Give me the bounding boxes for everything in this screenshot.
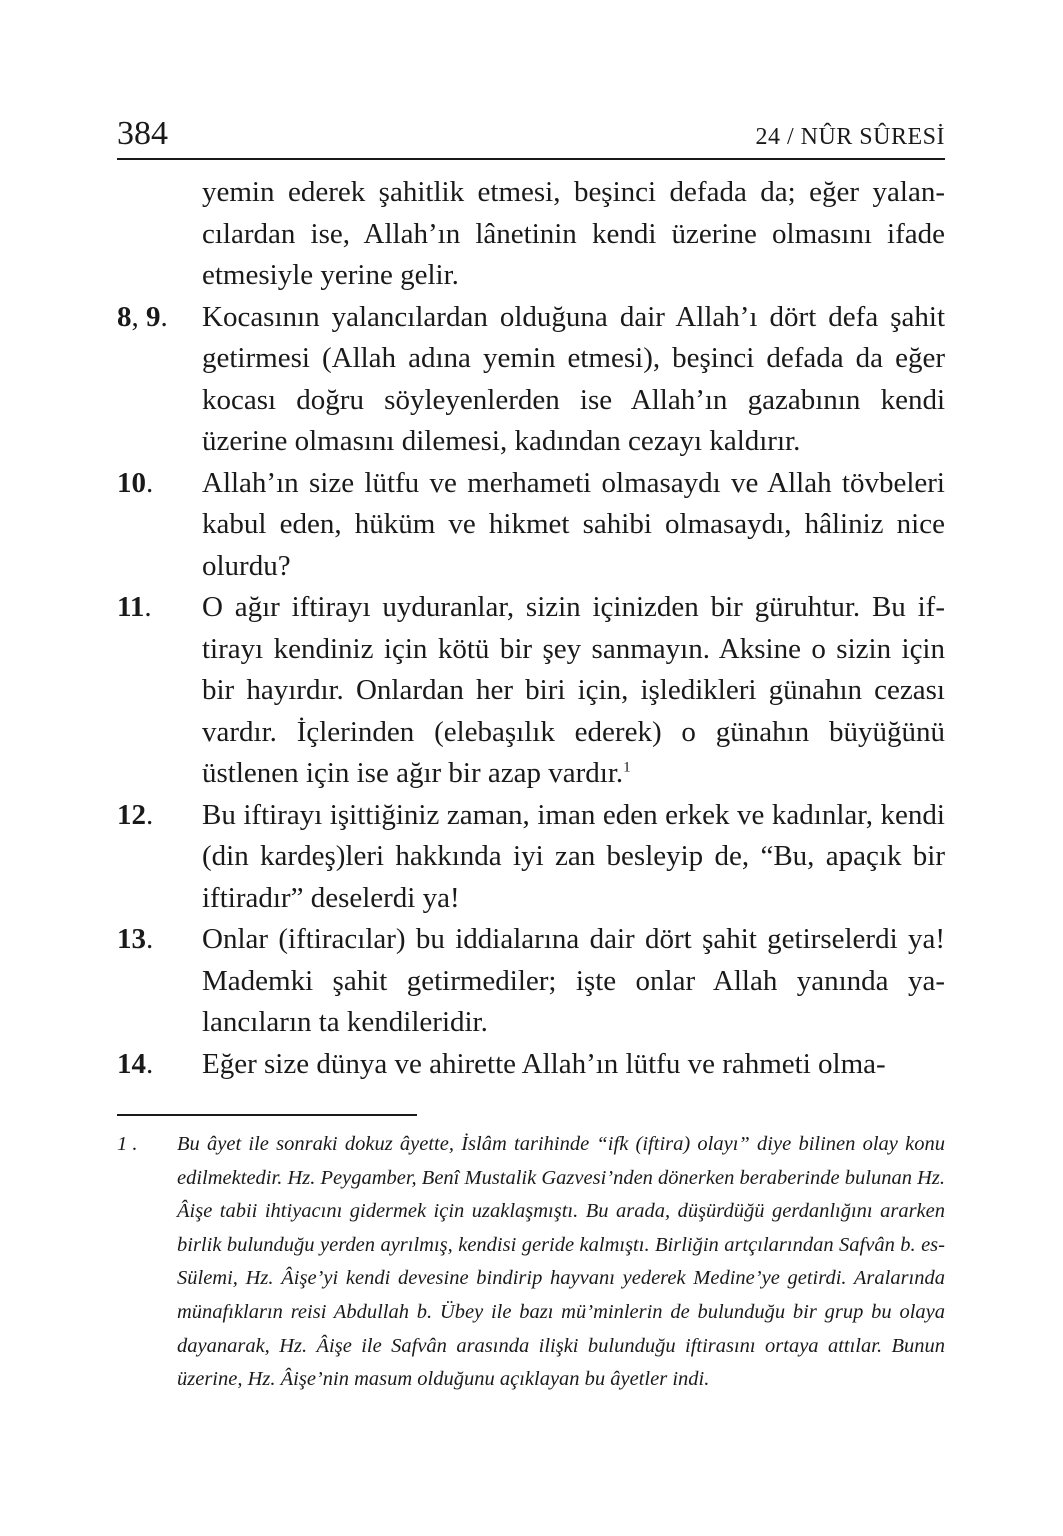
verse-number-dot: . [146, 923, 154, 955]
verse-number-dot: . [160, 300, 168, 333]
header-rule [117, 158, 945, 160]
verse-number-b: 9 [146, 300, 161, 333]
page-number: 384 [117, 115, 168, 152]
verse-10 [117, 463, 945, 588]
verse-number-value: 12 [117, 798, 146, 831]
footnote-text: Bu âyet ile sonraki dokuz âyette, İslâm tarihinde “ifk (iftira) olayı” diye bilinen olay konu edilmektedir. Hz. Peygamber, Benî Mustalik Gazvesi’nden dönerken beraberinde bulunan Hz. Âişe tabii ihtiyacını gidermek için uzaklaşmıştı. Bu arada, düşürdüğü gerdanlığını ararken birlik bulunduğu yerden ayrılmış, kendisi geride kalmıştı. Birliğin artçılarından Safvân b. es-Sülemi, Hz. Âişe’yi kendi devesine bindirip hayvanı yederek Medine’ye getirdi. Aralarında münafıkların reisi Abdullah b. Übey ile bazı mü’minlerin de bulunduğu bir grup bu olaya dayanarak, Hz. Âişe ile Safvân arasında ilişki bulunduğu iftirasını ortaya attılar. Bunun üzerine, Hz. Âişe’nin masum olduğunu açıklayan bu âyetler indi. [177, 1133, 946, 1391]
verse-8-9 [117, 297, 945, 463]
verse-number-value: 13 [117, 923, 146, 955]
verse-number-a: 8 [117, 300, 132, 333]
verse-number [117, 297, 168, 339]
verse-13 [117, 919, 945, 1044]
verse-number [117, 919, 153, 961]
verse-number-value: 10 [117, 466, 146, 499]
verse-number [117, 795, 153, 837]
verse-number-dot: . [146, 466, 154, 499]
verse-number-dot: . [146, 1047, 154, 1080]
verse-text: O ağır iftirayı uyduranlar, sizin içinizden bir güruhtur. Bu iftirayı kendiniz için kötü bir şey sanmayın. Aksine o sizin için bir hayırdır. Onlardan her biri için, işledikleri günahın cezası vardır. İçlerinden (elebaşılık ederek) o günahın büyüğünü üstlenen için ise ağır bir azap vardır. [202, 591, 945, 789]
verse-number [117, 587, 152, 629]
verse-number-value: 11 [117, 591, 145, 623]
footnote [117, 1128, 945, 1397]
verse-text-wrap [202, 587, 945, 795]
verse-text: Allah’ın size lütfu ve merhameti olmasaydı ve Allah tövbeleri kabul eden, hüküm ve hikmet sahibi olmasaydı, hâliniz nice olurdu? [202, 466, 945, 582]
verse-number [117, 463, 153, 505]
verse-number-dot: . [146, 798, 154, 831]
running-head: 24 / NÛR SÛRESİ [755, 124, 945, 150]
verse-number [117, 1044, 153, 1086]
footnote-reference[interactable]: 1 [623, 759, 631, 776]
verse-text: Bu iftirayı işittiğiniz zaman, iman eden erkek ve kadınlar, kendi (din kardeş)leri hakkında iyi zan besleyip de, “Bu, apaçık bir iftiradır” deselerdi ya! [202, 798, 945, 914]
footnote-mark: 1 . [117, 1133, 138, 1155]
continuation-paragraph [117, 172, 945, 297]
verse-11 [117, 587, 945, 795]
verse-number-dot: . [144, 591, 152, 623]
verse-text: Kocasının yalancılardan olduğuna dair Allah’ı dört defa şahit getirmesi (Allah adına yemin etmesi), beşinci defada da eğer kocası doğru söyleyenlerden ise Allah’ın gazabının kendi üzerine olmasını dilemesi, kadından cezayı kaldırır. [202, 300, 945, 457]
continuation-text: yemin ederek şahitlik etmesi, beşinci defada da; eğer yalancılardan ise, Allah’ın lânetinin kendi üzerine olmasını ifade etmesiyle yerine gelir. [202, 176, 945, 291]
verse-number-value: 14 [117, 1047, 146, 1080]
footnote-rule [117, 1114, 417, 1116]
verse-text: Eğer size dünya ve ahirette Allah’ın lütfu ve rahmeti olma- [202, 1047, 886, 1080]
main-text [117, 172, 945, 1085]
verse-14 [117, 1044, 945, 1086]
page-header [117, 112, 945, 160]
verse-12 [117, 795, 945, 920]
verse-text: Onlar (iftiracılar) bu iddialarına dair dört şahit getirselerdi ya! Mademki şahit getirmediler; işte onlar Allah yanında yalancıların ta kendileridir. [202, 923, 945, 1038]
verse-number-separator: , [131, 300, 146, 333]
